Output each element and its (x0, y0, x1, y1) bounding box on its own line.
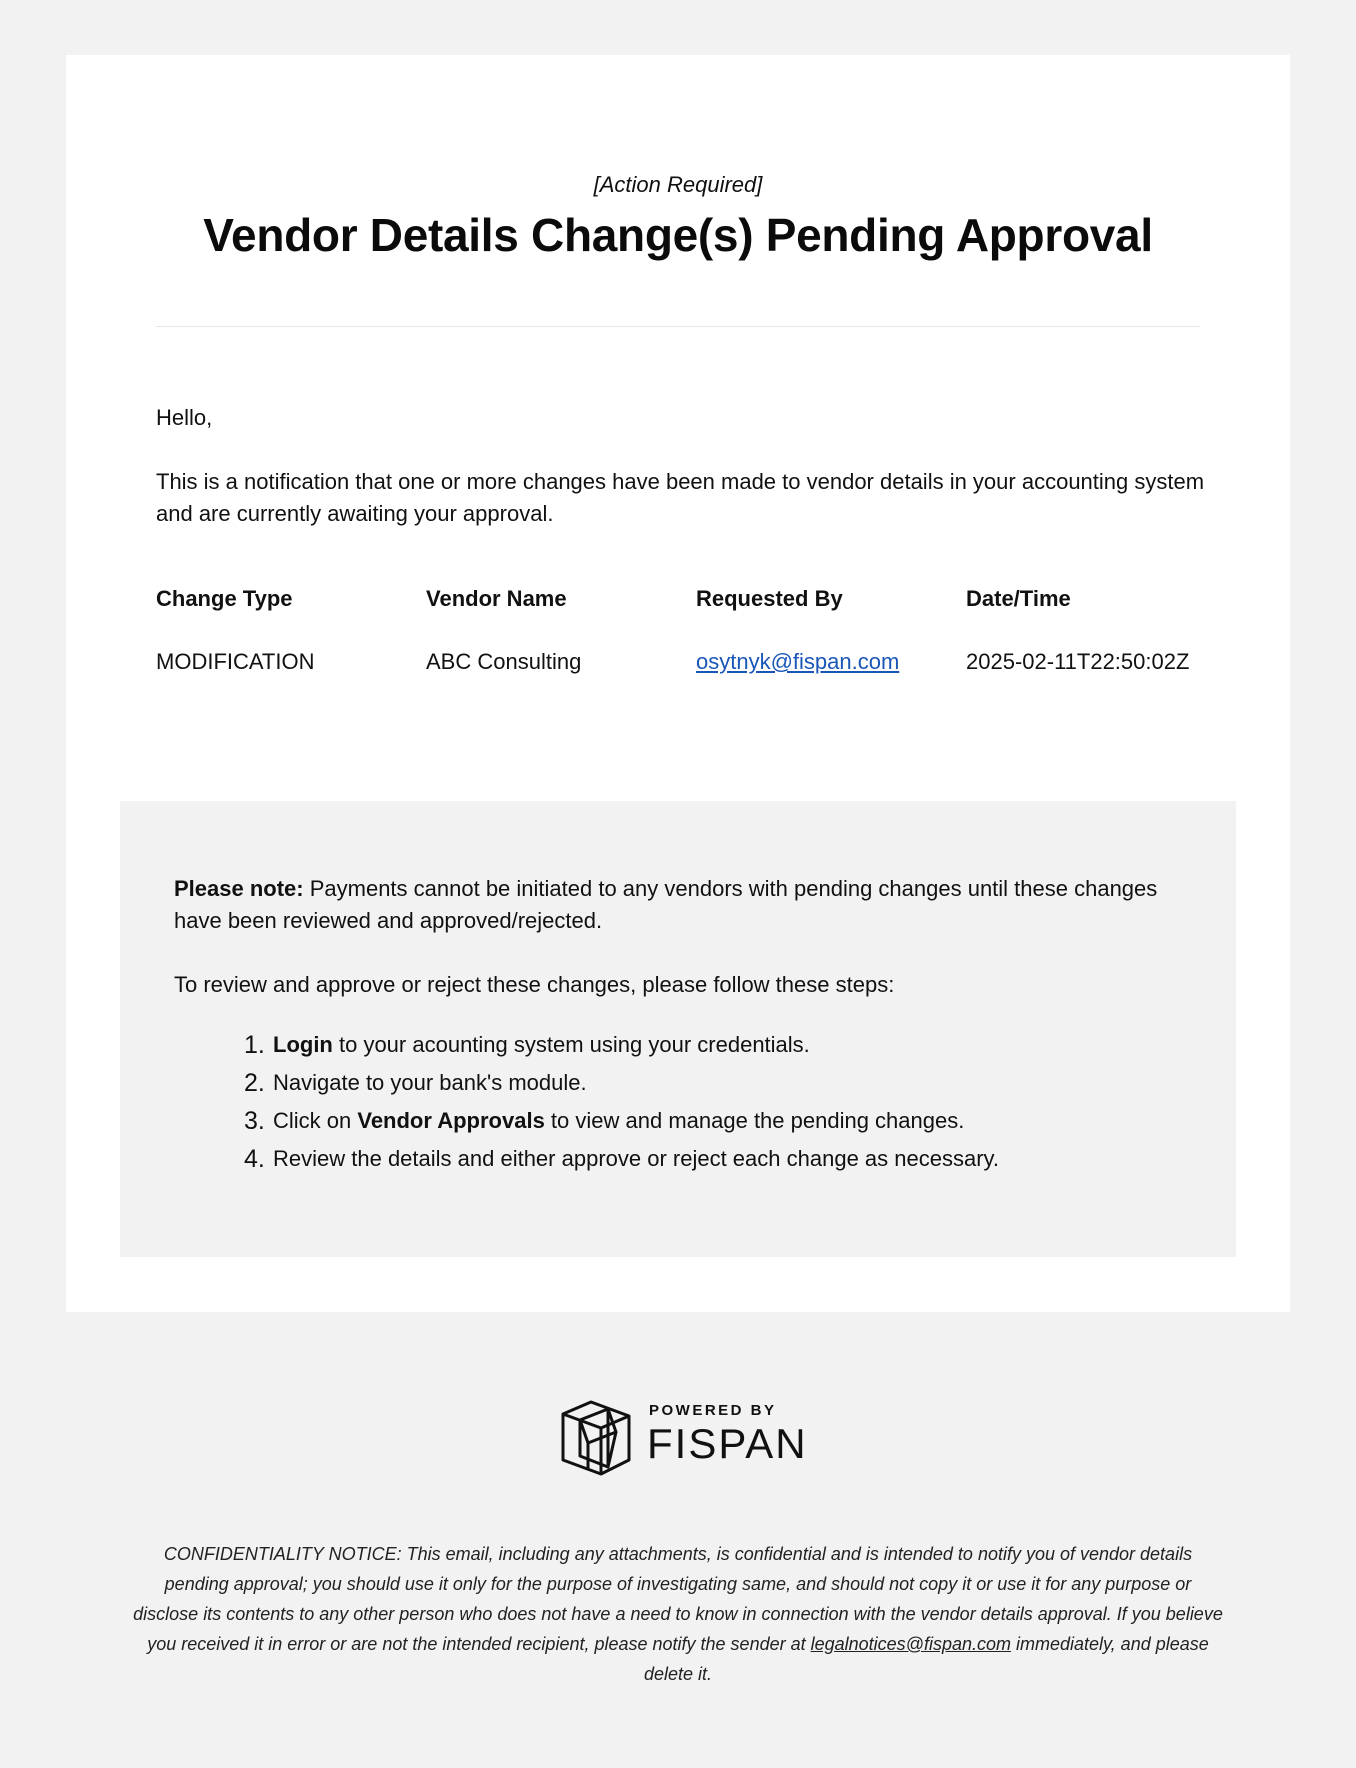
cell-vendor-name: ABC Consulting (426, 649, 582, 674)
note-text (174, 873, 1174, 937)
steps-intro: To review and approve or reject these changes, please follow these steps: (174, 972, 895, 997)
step-bold: Vendor Approvals (357, 1108, 545, 1133)
brand-name: FISPAN (647, 1420, 808, 1467)
step-item (174, 1102, 1174, 1140)
step-text: to view and manage the pending changes. (544, 1108, 965, 1133)
header-change-type: Change Type (156, 586, 293, 611)
step-number: 3. (244, 1107, 265, 1135)
header-date-time: Date/Time (966, 586, 1071, 611)
note-label: Please note: (174, 876, 304, 901)
header-requested-by: Requested By (696, 586, 843, 611)
greeting-text: Hello, (156, 405, 213, 430)
step-text: Review the details and either approve or reject each change as necessary. (273, 1146, 1000, 1171)
cell-date-time: 2025-02-11T22:50:02Z (966, 649, 1190, 674)
step-item (174, 1140, 1174, 1178)
page-title: Vendor Details Change(s) Pending Approval (203, 209, 1153, 261)
step-item (174, 1064, 1174, 1102)
note-body: Payments cannot be initiated to any vendors with pending changes until these changes have been reviewed and approved/rejected. (174, 876, 1158, 933)
legal-text: CONFIDENTIALITY NOTICE: This email, including any attachments, is confidential and is intended to notify you of vendor details pending approval; you should use it only for the purpose of investigating same, and should not copy it or use it for any purpose or disclose its contents to any other person who does not have a need to know in connection with the vendor details approval. If you believe you received it in error or are not the intended recipient, please notify the sender at (133, 1544, 1223, 1654)
email-card (66, 55, 1290, 1312)
step-number: 1. (244, 1031, 265, 1059)
step-text: Navigate to your bank's module. (273, 1070, 587, 1095)
steps-list (174, 1026, 1174, 1178)
confidentiality-notice (130, 1539, 1226, 1689)
fispan-logo (558, 1398, 808, 1478)
note-box (120, 801, 1236, 1257)
requester-email-link[interactable]: osytnyk@fispan.com (696, 649, 900, 674)
cell-change-type: MODIFICATION (156, 649, 315, 674)
powered-by-text: POWERED BY (649, 1402, 777, 1419)
step-bold: Login (273, 1032, 333, 1057)
legal-email-link[interactable]: legalnotices@fispan.com (810, 1634, 1011, 1654)
cube-icon (558, 1398, 634, 1478)
header-divider (156, 326, 1200, 327)
action-required-tag: [Action Required] (593, 172, 763, 197)
step-item (174, 1026, 1174, 1064)
step-number: 4. (244, 1145, 265, 1173)
intro-text: This is a notification that one or more changes have been made to vendor details in your accounting system and are currently awaiting your approval. (156, 469, 1205, 526)
legal-text-end: immediately, and please delete it. (643, 1634, 1209, 1684)
cell-requested-by (696, 646, 899, 678)
header-vendor-name: Vendor Name (426, 586, 567, 611)
step-text: to your acounting system using your credentials. (332, 1032, 810, 1057)
step-text: Click on (273, 1108, 358, 1133)
step-number: 2. (244, 1069, 265, 1097)
